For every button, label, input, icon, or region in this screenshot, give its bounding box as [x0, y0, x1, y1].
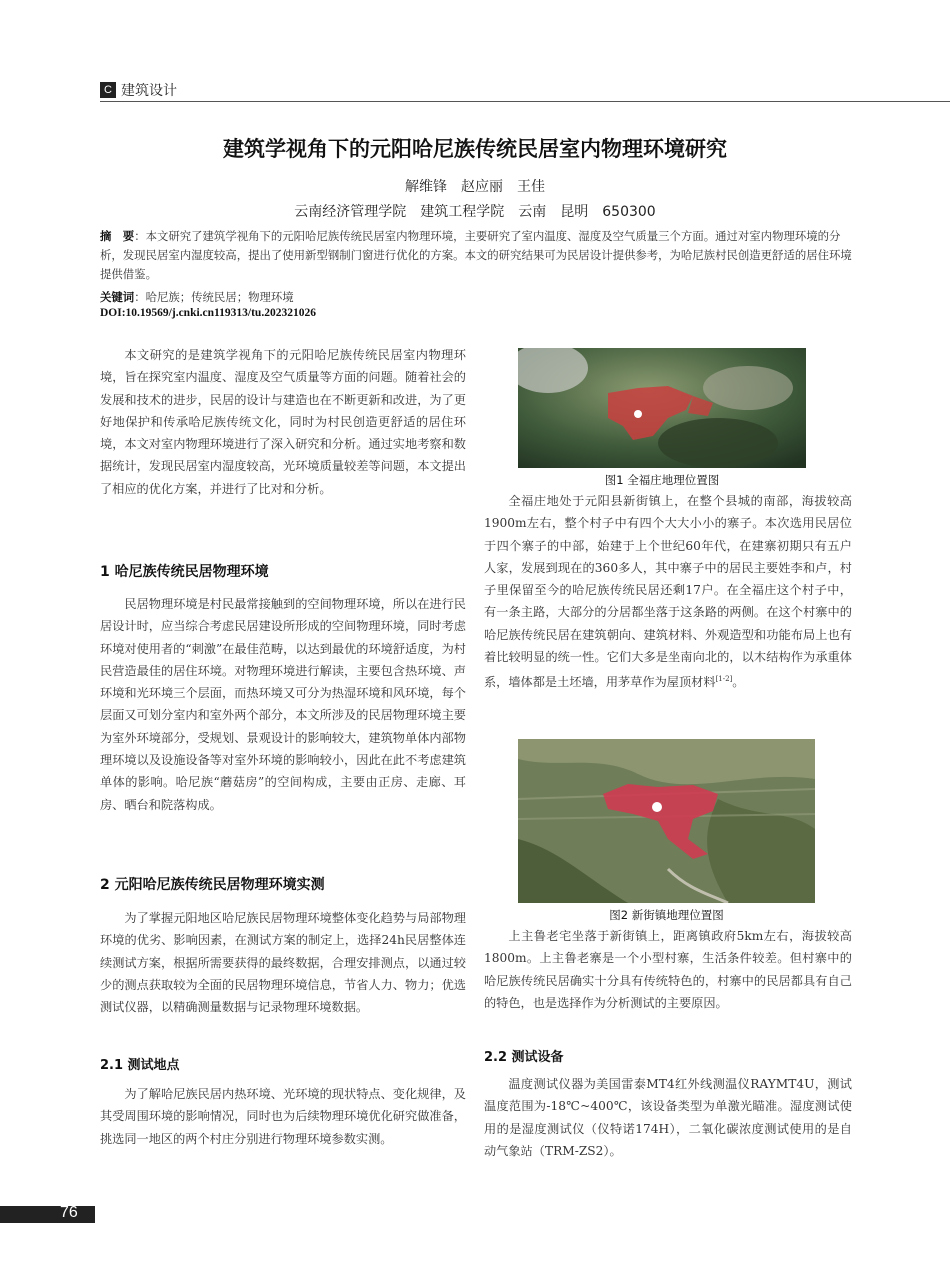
right-paragraph-2: 上主鲁老宅坐落于新街镇上，距离镇政府5km左右，海拔较高1800m。上主鲁老寨是一个小型村寨，生活条件较差。但村寨中的哈尼族传统民居确实十分具有传统特色的，村寨中的民居都具有自己的特色，也是选择作为分析测试的主要原因。	[484, 929, 852, 1010]
figure-1-satellite-image	[518, 348, 806, 468]
authors: 解维锋 赵应丽 王佳	[405, 179, 545, 195]
section-2-1-heading: 2.1 测试地点	[100, 1058, 180, 1073]
doi: DOI:10.19569/j.cnki.cn119313/tu.202321026	[100, 307, 316, 319]
section-1-heading: 1 哈尼族传统民居物理环境	[100, 564, 269, 580]
abstract	[100, 227, 852, 284]
figure-1-caption: 图1 全福庄地理位置图	[604, 473, 720, 487]
right-paragraph-3: 温度测试仪器为美国雷泰MT4红外线测温仪RAYMT4U，测试温度范围为-18℃~400℃，该设备类型为单激光瞄准。湿度测试使用的是湿度测试仪（仪特诺174H），二氧化碳浓度测试使用的是自动气象站（TRM-ZS2）。	[484, 1077, 852, 1158]
section-2-1-paragraph: 为了解哈尼族民居内热环境、光环境的现状特点、变化规律，及其受周围环境的影响情况，同时也为后续物理环境优化研究做准备，挑选同一地区的两个村庄分别进行物理环境参数实测。	[100, 1087, 466, 1146]
section-2-heading: 2 元阳哈尼族传统民居物理环境实测	[100, 877, 325, 893]
journal-logo-icon: C	[100, 82, 116, 98]
section-2-paragraph: 为了掌握元阳地区哈尼族民居物理环境整体变化趋势与局部物理环境的优劣、影响因素，在测试方案的制定上，选择24h民居整体连续测试方案，根据所需要获得的最终数据，合理安排测点，以通过较少的测点获取较为全面的民居物理环境信息，节省人力、物力；优选测试仪器，以精确测量数据与记录物理环境数据。	[100, 911, 466, 1015]
section-1-paragraph: 民居物理环境是村民最常接触到的空间物理环境，所以在进行民居设计时，应当综合考虑民居建设所形成的空间物理环境，同时考虑环境对使用者的“刺激”在最佳范畴，以达到最优的环境舒适度，为村民营造最佳的居住环境。对物理环境进行解读，主要包含热环境、声环境和光环境三个层面，而热环境又可分为热湿环境和风环境，每个层面又可划分室内和室外两个部分，本文所涉及的民居物理环境主要为室外环境部分，受规划、景观设计的影响较大，建筑物单体内部物理环境以及设施设备等对室外环境的影响较小，因此在此不考虑建筑单体的影响。哈尼族“蘑菇房”的空间构成，主要由正房、走廊、耳房、晒台和院落构成。	[100, 597, 466, 812]
figure-2-caption: 图2 新街镇地理位置图	[609, 908, 724, 922]
keywords	[100, 288, 294, 307]
keywords-label: 关键词	[100, 290, 135, 304]
citation-ref: [1-2]	[715, 675, 733, 684]
page-number: 76	[60, 1204, 78, 1221]
abstract-label: 摘 要	[100, 229, 135, 243]
keywords-text: ：哈尼族；传统民居；物理环境	[134, 290, 294, 304]
section-label: 建筑设计	[121, 83, 177, 99]
page-number-bar	[0, 1206, 95, 1223]
running-header	[100, 80, 177, 100]
section-2-2-heading: 2.2 测试设备	[484, 1050, 564, 1065]
figure-2-satellite-image	[518, 739, 815, 903]
paper-title: 建筑学视角下的元阳哈尼族传统民居室内物理环境研究	[223, 137, 727, 161]
abstract-text: ：本文研究了建筑学视角下的元阳哈尼族传统民居室内物理环境，主要研究了室内温度、湿度及空气质量三个方面。通过对室内物理环境的分析，发现民居室内湿度较高，提出了使用新型钢制门窗进行优化的方案。本文的研究结果可为民居设计提供参考，为哈尼族村民创造更舒适的居住环境提供借鉴。	[100, 229, 852, 281]
right-paragraph-1: 全福庄地处于元阳县新街镇上，在整个县城的南部，海拔较高1900m左右，整个村子中有四个大大小小的寨子。本次选用民居位于四个寨子的中部，始建于上个世纪60年代，在建寨初期只有五户人家，发展到现在的360多人，其中寨子中的居民主要姓李和卢，村子里保留至今的哈尼族传统民居还剩17户。在全福庄这个村子中，有一条主路，大部分的分居都坐落于这条路的两侧。在这个村寨中的哈尼族传统民居在建筑朝向、建筑材料、外观造型和功能布局上也有着比较明显的统一性。它们大多是坐南向北的，以木结构作为承重体系，墙体都是土坯墙，用茅草作为屋顶材料[1-2]。	[484, 494, 852, 690]
intro-paragraph: 本文研究的是建筑学视角下的元阳哈尼族传统民居室内物理环境，旨在探究室内温度、湿度及空气质量等方面的问题。随着社会的发展和技术的进步，民居的设计与建造也在不断更新和改进，为了更好地保护和传承哈尼族传统文化，同时为村民创造更舒适的居住环境，本文对室内物理环境进行了深入研究和分析。通过实地考察和数据统计，发现民居室内湿度较高，光环境质量较差等问题，本文提出了相应的优化方案，并进行了比对和分析。	[100, 348, 466, 496]
header-rule	[100, 101, 950, 102]
affiliation: 云南经济管理学院 建筑工程学院 云南 昆明 650300	[294, 204, 656, 220]
